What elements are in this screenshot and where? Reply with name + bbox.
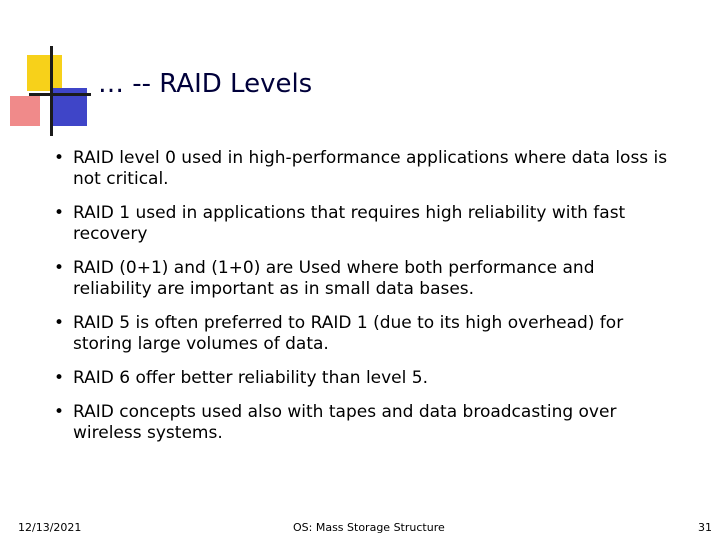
logo-horizontal-line: [29, 93, 91, 96]
bullet-icon: •: [54, 203, 65, 223]
bullet-text: RAID concepts used also with tapes and data broadcasting over wireless systems.: [73, 402, 617, 443]
bullet-item: [48, 258, 668, 300]
logo-red-square: [10, 96, 40, 126]
bullet-icon: •: [54, 313, 65, 333]
footer-title: OS: Mass Storage Structure: [293, 521, 445, 534]
footer-date: 12/13/2021: [18, 521, 82, 534]
bullet-text: RAID 1 used in applications that requires high reliability with fast recovery: [73, 203, 626, 244]
bullet-icon: •: [54, 148, 65, 168]
page-number: 31: [698, 521, 712, 534]
bullet-item: [48, 148, 668, 190]
bullet-text: RAID 5 is often preferred to RAID 1 (due to its high overhead) for storing large volumes of data.: [73, 313, 624, 354]
logo-vertical-line: [50, 46, 53, 136]
logo-yellow-square: [27, 55, 62, 91]
bullet-text: RAID 6 offer better reliability than level 5.: [73, 368, 428, 388]
bullet-item: [48, 368, 668, 389]
bullet-icon: •: [54, 368, 65, 388]
bullet-icon: •: [54, 258, 65, 278]
bullet-item: [48, 313, 668, 355]
corner-logo: [0, 0, 110, 140]
bullet-list: [48, 148, 668, 457]
bullet-item: [48, 402, 668, 444]
slide-title: … -- RAID Levels: [98, 69, 313, 99]
bullet-text: RAID (0+1) and (1+0) are Used where both performance and reliability are important as in small data bases.: [73, 258, 595, 299]
bullet-text: RAID level 0 used in high-performance applications where data loss is not critical.: [73, 148, 668, 189]
bullet-icon: •: [54, 402, 65, 422]
bullet-item: [48, 203, 668, 245]
